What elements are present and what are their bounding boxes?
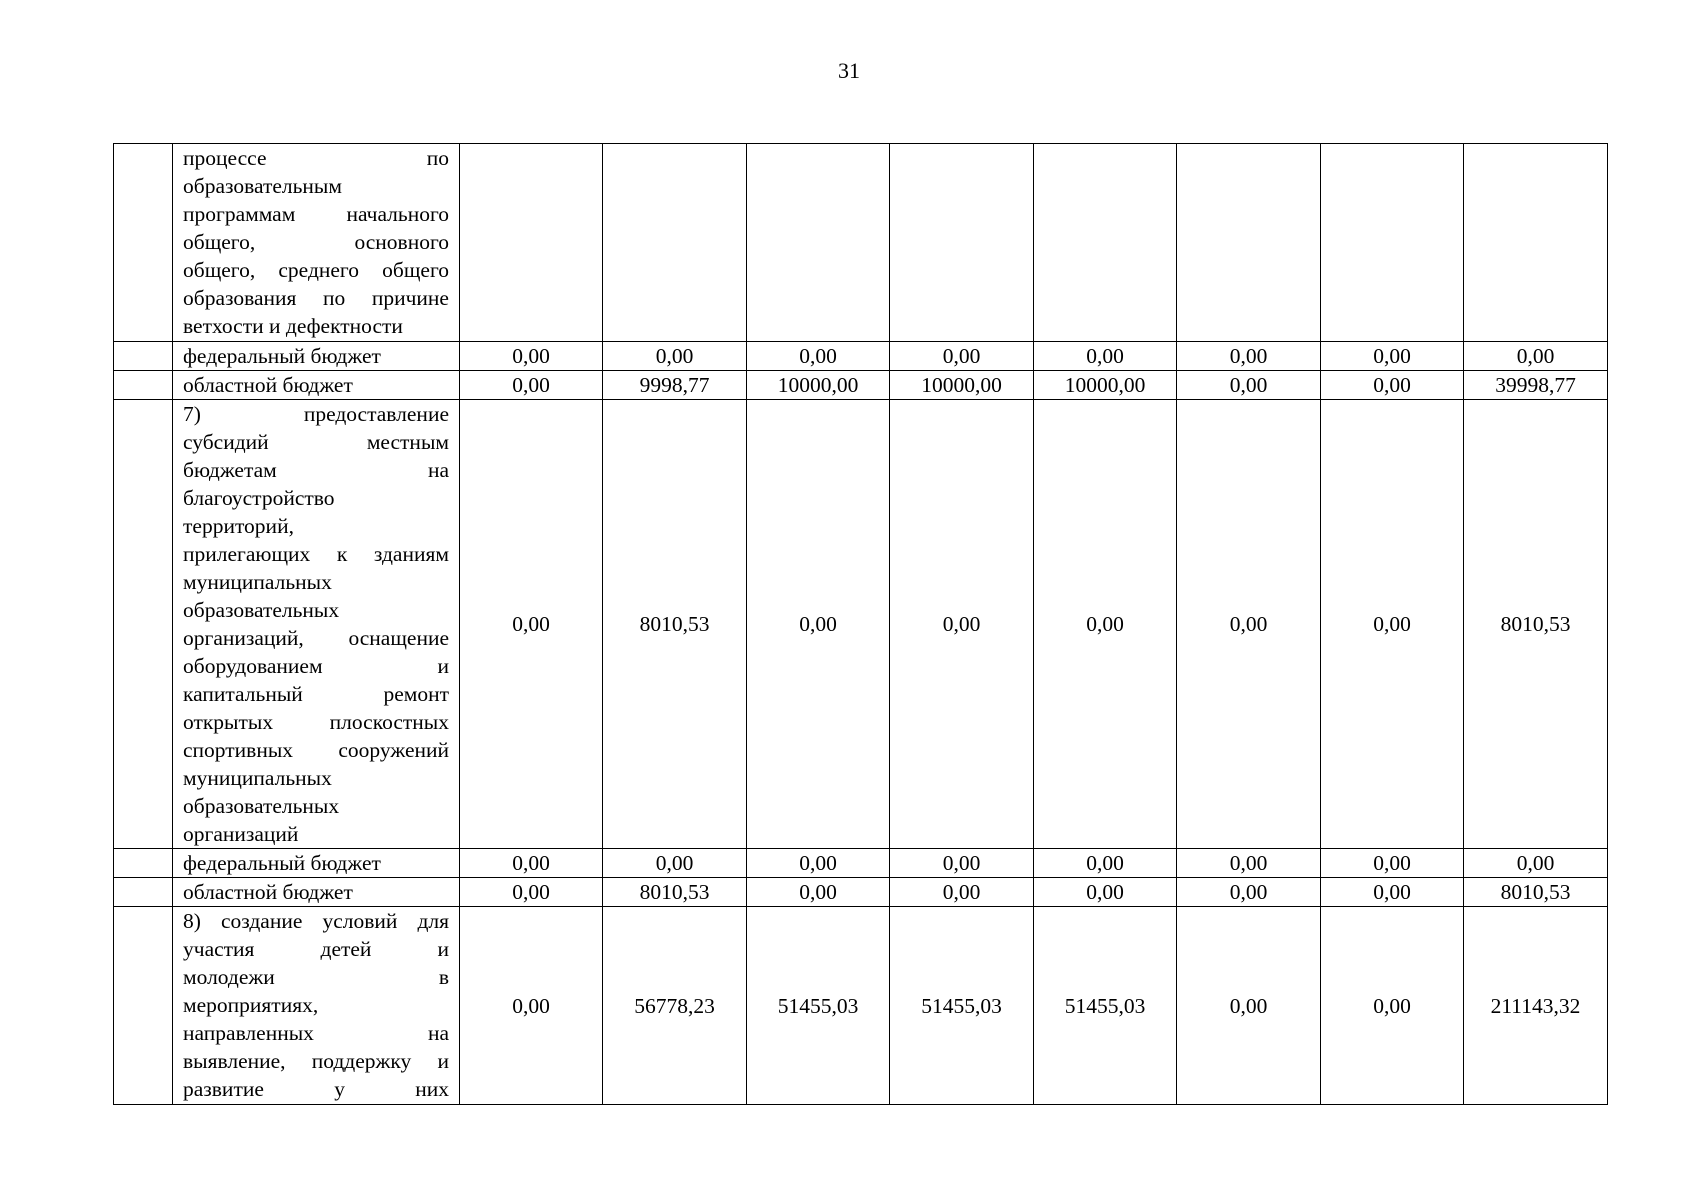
row-label: федеральный бюджет: [183, 851, 381, 875]
description-line: образовательных: [183, 598, 340, 622]
description-line: 7) предоставление: [183, 402, 449, 426]
value-cell: 0,00: [1321, 878, 1464, 907]
value-cell: 51455,03: [1034, 907, 1177, 1105]
table-row: [114, 849, 1608, 878]
description-line: общего, основного: [183, 230, 449, 254]
value-cell: 0,00: [890, 849, 1034, 878]
value-cell: 8010,53: [1464, 878, 1608, 907]
value-cell: [747, 144, 890, 342]
description-line: капитальный ремонт: [183, 682, 449, 706]
description-line: субсидий местным: [183, 430, 449, 454]
value-cell: 8010,53: [603, 878, 747, 907]
description-line: общего, среднего общего: [183, 258, 449, 282]
value-cell: [1464, 144, 1608, 342]
row-number-cell: [114, 907, 173, 1105]
value-cell: 10000,00: [747, 371, 890, 400]
description-line: 8) создание условий для: [183, 909, 449, 933]
value-cell: 0,00: [1177, 400, 1321, 849]
value-cell: 0,00: [1464, 849, 1608, 878]
description-line: мероприятиях,: [183, 993, 319, 1017]
value-cell: 0,00: [1177, 342, 1321, 371]
value-cell: 39998,77: [1464, 371, 1608, 400]
value-cell: 0,00: [1321, 849, 1464, 878]
description-line: участия детей и: [183, 937, 449, 961]
description-line: молодежи в: [183, 965, 449, 989]
table-row: [114, 342, 1608, 371]
row-label: областной бюджет: [183, 880, 353, 904]
value-cell: [890, 144, 1034, 342]
row-description-cell: [173, 371, 460, 400]
description-line: муниципальных: [183, 570, 332, 594]
description-line: ветхости и дефектности: [183, 314, 403, 338]
budget-table: [113, 143, 1608, 1105]
description-line: благоустройство: [183, 486, 335, 510]
table-row: [114, 144, 1608, 342]
description-line: оборудованием и: [183, 654, 449, 678]
value-cell: 0,00: [747, 849, 890, 878]
value-cell: 0,00: [603, 342, 747, 371]
value-cell: 9998,77: [603, 371, 747, 400]
description-line: выявление, поддержку и: [183, 1049, 449, 1073]
description-line: прилегающих к зданиям: [183, 542, 449, 566]
value-cell: 0,00: [1321, 342, 1464, 371]
value-cell: 8010,53: [1464, 400, 1608, 849]
description-line: спортивных сооружений: [183, 738, 449, 762]
row-description-cell: [173, 400, 460, 849]
value-cell: 211143,32: [1464, 907, 1608, 1105]
value-cell: 0,00: [890, 342, 1034, 371]
value-cell: 8010,53: [603, 400, 747, 849]
value-cell: 0,00: [1177, 371, 1321, 400]
value-cell: 0,00: [460, 878, 603, 907]
value-cell: 0,00: [1177, 907, 1321, 1105]
value-cell: 0,00: [460, 400, 603, 849]
value-cell: 0,00: [1177, 878, 1321, 907]
row-label: федеральный бюджет: [183, 344, 381, 368]
value-cell: 10000,00: [890, 371, 1034, 400]
value-cell: 0,00: [890, 878, 1034, 907]
table-row: [114, 907, 1608, 1105]
description-line: организаций, оснащение: [183, 626, 449, 650]
row-number-cell: [114, 849, 173, 878]
value-cell: 0,00: [460, 849, 603, 878]
value-cell: 51455,03: [747, 907, 890, 1105]
page-number: 31: [838, 58, 860, 83]
value-cell: 0,00: [460, 342, 603, 371]
value-cell: [1321, 144, 1464, 342]
value-cell: 0,00: [1321, 371, 1464, 400]
value-cell: 0,00: [1034, 400, 1177, 849]
value-cell: [1034, 144, 1177, 342]
table-body: [114, 144, 1608, 1105]
row-number-cell: [114, 371, 173, 400]
value-cell: 0,00: [603, 849, 747, 878]
value-cell: 0,00: [1464, 342, 1608, 371]
value-cell: 10000,00: [1034, 371, 1177, 400]
description-line: открытых плоскостных: [183, 710, 449, 734]
description-line: организаций: [183, 822, 299, 846]
value-cell: 0,00: [1321, 907, 1464, 1105]
description-line: развитие у них: [183, 1077, 449, 1101]
row-label: областной бюджет: [183, 373, 353, 397]
table-row: [114, 400, 1608, 849]
value-cell: 0,00: [747, 342, 890, 371]
row-number-cell: [114, 144, 173, 342]
row-number-cell: [114, 342, 173, 371]
value-cell: [603, 144, 747, 342]
value-cell: 0,00: [460, 907, 603, 1105]
row-number-cell: [114, 400, 173, 849]
value-cell: 0,00: [747, 400, 890, 849]
table-row: [114, 371, 1608, 400]
row-number-cell: [114, 878, 173, 907]
description-line: образовательных: [183, 794, 340, 818]
value-cell: 0,00: [1034, 849, 1177, 878]
description-line: программам начального: [183, 202, 449, 226]
description-line: образовательным: [183, 174, 342, 198]
value-cell: 0,00: [1321, 400, 1464, 849]
value-cell: 0,00: [1034, 342, 1177, 371]
row-description-cell: [173, 849, 460, 878]
description-line: направленных на: [183, 1021, 449, 1045]
value-cell: 0,00: [890, 400, 1034, 849]
row-description-cell: [173, 907, 460, 1105]
description-line: образования по причине: [183, 286, 449, 310]
value-cell: 0,00: [1177, 849, 1321, 878]
description-line: муниципальных: [183, 766, 332, 790]
description-line: процессе по: [183, 146, 449, 170]
row-description-cell: [173, 144, 460, 342]
value-cell: 56778,23: [603, 907, 747, 1105]
value-cell: [1177, 144, 1321, 342]
value-cell: [460, 144, 603, 342]
value-cell: 0,00: [460, 371, 603, 400]
row-description-cell: [173, 878, 460, 907]
row-description-cell: [173, 342, 460, 371]
description-line: бюджетам на: [183, 458, 449, 482]
value-cell: 0,00: [1034, 878, 1177, 907]
table-row: [114, 878, 1608, 907]
value-cell: 0,00: [747, 878, 890, 907]
value-cell: 51455,03: [890, 907, 1034, 1105]
description-line: территорий,: [183, 514, 294, 538]
